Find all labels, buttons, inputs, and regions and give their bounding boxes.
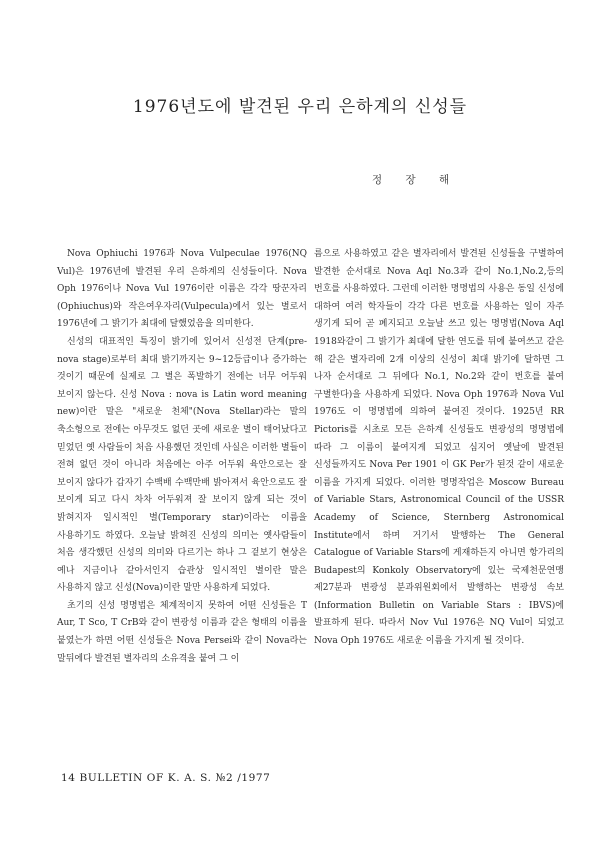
paragraph (57, 598, 307, 668)
footer-page-label: 14 BULLETIN OF K. A. S. №2 /1977 (61, 772, 271, 784)
paragraph-text: Nova Ophiuchi 1976과 Nova Vulpeculae 1976(NQ Vul)은 1976년에 발견된 우리 은하계의 신성들이다. Nova Oph 1976이나 Nova Vul 1976이란 이름은 각각 땅꾼자리(Ophiuchus)와 작은여우자리(Vulpecula)에서 있는 별로서 1976년에 그 밝기가 최대에 달했었음을 의미한다. (57, 249, 307, 330)
paragraph-text: 신성의 대표적인 특징이 밝기에 있어서 신성전 단계(pre-nova stage)로부터 최대 밝기까지는 9~12등급이나 증가하는 것이기 때문에 실제로 그 별은 폭발하기 전에는 너무 어두워 보이지 않는다. 신성 Nova : nova is Latin word meaning new)이란 말은 "새로운 천체"(Nova Stellar)라는 말의 축소형으로 전에는 아무것도 없던 곳에 새로운 별이 태어났다고 믿었던 옛 사람들이 처음 사용했던 것인데 사실은 이러한 별들이 전혀 없던 것이 아니라 처음에는 아주 어두워 육안으로는 잘 보이지 않다가 갑자기 수백배 수백만배 밝아져서 육안으로도 잘 보이게 되고 다시 차차 어두워져 잘 보이지 않게 되는 것이 밝혀지자 일시적인 별(Temporary star)이라는 이름을 사용하기도 하였다. 오늘날 밝혀진 신성의 의미는 옛사람들이 처음 생각했던 신성의 의미와 다르기는 하나 그 겉보기 현상은 예나 지금이나 같아서인지 습관상 일시적인 별이란 말은 사용하지 않고 신성(Nova)이란 말만 사용하게 되었다. (57, 336, 307, 594)
paragraph (57, 246, 307, 334)
paragraph (314, 246, 564, 651)
article-title: 1976년도에 발견된 우리 은하계의 신성들 (132, 97, 468, 117)
paragraph-text: 름으로 사용하였고 같은 별자리에서 발견된 신성들을 구별하여 발견한 순서대로 Nova Aql No.3과 같이 No.1,No.2,등의 번호를 사용하였다. 그런데 이러한 명명법의 사용은 동일 신성에 대하여 여러 학자들이 각각 다른 번호를 사용하는 일이 자주 생기게 되어 곧 폐지되고 오늘날 쓰고 있는 명명법(Nova Aql 1918와같이 그 밝기가 최대에 달한 연도를 뒤에 붙여쓰고 같은 해 같은 별자리에 2개 이상의 신성이 최대 밝기에 달하면 그 나자 순서대로 그 뒤에다 No.1, No.2와 같이 번호를 붙여 구별한다)을 사용하게 되었다. Nova Oph 1976과 Nova Vul 1976도 이 명명법에 의하여 붙여진 것이다. 1925년 RR Pictoris를 시초로 모든 은하계 신성들도 변광성의 명명법에 따라 그 이름이 붙여지게 되었고 심지어 옛날에 발견된 신성들까지도 Nova Per 1901 이 GK Per가 된것 같이 새로운 이름을 가지게 되었다. 이러한 명명작업은 Moscow Bureau of Variable Stars, Astronomical Council of the USSR Academy of Science, Sternberg Astronomical Institute에서 하며 거기서 발행하는 The General Catalogue of Variable Stars에 게재하든지 아니면 항가리의 Budapest의 Konkoly Observatory에 있는 국제천문연맹 제27분과 변광성 분과위원회에서 발행하는 변광성 속보(Information Bulletin on Variable Stars : IBVS)에 발표하게 된다. 따라서 Nov Vul 1976은 NQ Vul이 되었고 Nova Oph 1976도 새로운 이름을 가지게 될 것이다. (314, 249, 564, 647)
author-name: 정 장 해 (372, 174, 460, 186)
right-column (314, 246, 564, 651)
left-column (57, 246, 307, 668)
paragraph-text: 초기의 신성 명명법은 체계적이지 못하여 어떤 신성들은 T Aur, T Sco, T CrB와 같이 변광성 이름과 같은 형태의 이름을 붙였는가 하면 어떤 신성들은 Nova Persei와 같이 Nova라는 말뒤에다 발견된 별자리의 소유격을 붙여 그 이 (57, 600, 307, 664)
paragraph (57, 334, 307, 598)
